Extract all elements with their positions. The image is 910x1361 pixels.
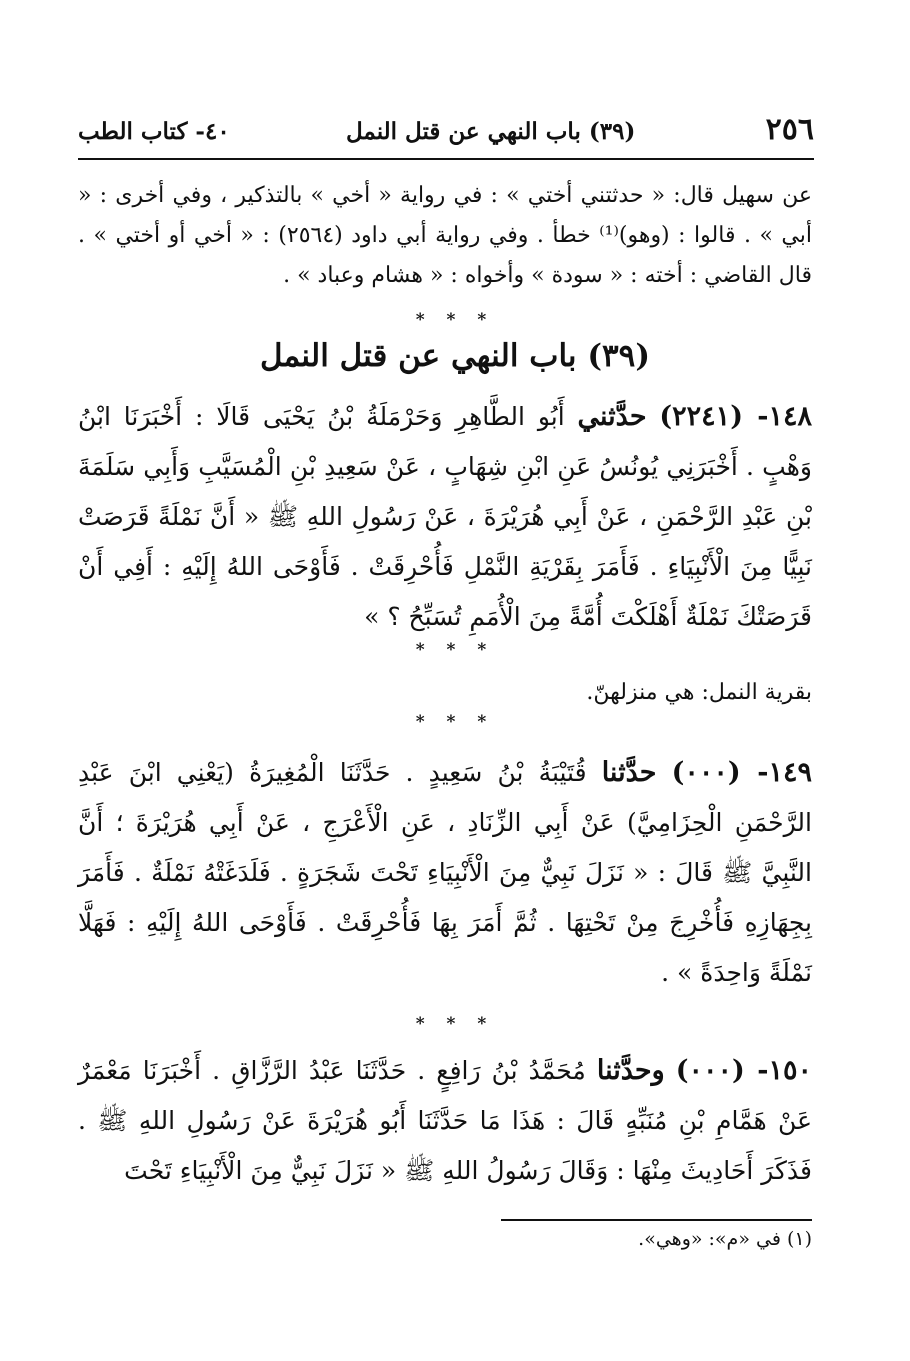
page-number: ٢٥٦ <box>765 112 814 147</box>
hadith-number: ١٥٠- (٠٠٠) <box>675 1055 812 1086</box>
hadith-number: ١٤٩- (٠٠٠) <box>671 757 812 788</box>
chapter-heading: (٣٩) باب النهي عن قتل النمل <box>260 338 650 374</box>
hadith-text: أَبُو الطَّاهِرِ وَحَرْمَلَةُ بْنُ يَحْيَى قَالَا : أَخْبَرَنَا ابْنُ وَهْبٍ . أَخْبَرَنِي يُونُسُ عَنِ ابْنِ شِهَابٍ ، عَنْ سَعِيدِ بْنِ الْمُسَيَّبِ وَأَبِي سَلَمَةَ بْنِ عَبْدِ الرَّحْمَنِ ، عَنْ أَبِي هُرَيْرَةَ ، عَنْ رَسُولِ اللهِ ﷺ « أَنَّ نَمْلَةً قَرَصَتْ نَبِيًّا مِنَ الْأَنْبِيَاءِ . فَأَمَرَ بِقَرْيَةِ النَّمْلِ فَأُحْرِقَتْ . فَأَوْحَى اللهُ إِلَيْهِ : أَفِي أَنْ قَرَصَتْكَ نَمْلَةٌ أَهْلَكْتَ أُمَّةً مِنَ الْأُمَمِ تُسَبِّحُ ؟ » <box>78 402 812 631</box>
hadith-opening: حدَّثنا <box>601 757 657 788</box>
hadith-149 <box>78 748 812 998</box>
gloss-note: بقرية النمل: هي منزلهنّ. <box>586 680 812 705</box>
hadith-number: ١٤٨- (٢٢٤١) <box>659 401 812 432</box>
section-separator: * * * <box>415 712 495 732</box>
hadith-opening: وحدَّثنا <box>596 1055 665 1086</box>
section-separator: * * * <box>415 640 495 660</box>
footnote-rule <box>501 1219 812 1221</box>
header-rule <box>78 158 814 160</box>
running-chapter-title: (٣٩) باب النهي عن قتل النمل <box>346 118 636 145</box>
footnote: (١) في «م»: «وهي». <box>638 1228 812 1250</box>
hadith-148 <box>78 392 812 642</box>
section-separator: * * * <box>415 310 495 330</box>
hadith-150 <box>78 1046 812 1196</box>
commentary-paragraph: عن سهيل قال: « حدثتني أختي » : في رواية « أخي » بالتذكير ، وفي أخرى : « أبي » . قالوا : (وهو)⁽¹⁾ خطأ . وفي رواية أبي داود (٢٥٦٤) : « أخي أو أختي » . قال القاضي : أخته : « سودة » وأخواه : « هشام وعباد » . <box>78 183 812 288</box>
hadith-text: مُحَمَّدُ بْنُ رَافِعٍ . حَدَّثَنَا عَبْدُ الرَّزَّاقِ . أَخْبَرَنَا مَعْمَرٌ عَنْ هَمَّامِ بْنِ مُنَبِّهٍ قَالَ : هَذَا مَا حَدَّثَنَا أَبُو هُرَيْرَةَ عَنْ رَسُولِ اللهِ ﷺ . فَذَكَرَ أَحَادِيثَ مِنْهَا : وَقَالَ رَسُولُ اللهِ ﷺ « نَزَلَ نَبِيٌّ مِنَ الْأَنْبِيَاءِ تَحْتَ <box>78 1056 812 1185</box>
hadith-opening: حدَّثني <box>577 401 647 432</box>
hadith-text: قُتَيْبَةُ بْنُ سَعِيدٍ . حَدَّثَنَا الْمُغِيرَةُ (يَعْنِي ابْنَ عَبْدِ الرَّحْمَنِ الْحِزَامِيَّ) عَنْ أَبِي الزِّنَادِ ، عَنِ الْأَعْرَجِ ، عَنْ أَبِي هُرَيْرَةَ ؛ أَنَّ النَّبِيَّ ﷺ قَالَ : « نَزَلَ نَبِيٌّ مِنَ الْأَنْبِيَاءِ تَحْتَ شَجَرَةٍ . فَلَدَغَتْهُ نَمْلَةٌ . فَأَمَرَ بِجِهَازِهِ فَأُخْرِجَ مِنْ تَحْتِهَا . ثُمَّ أَمَرَ بِهَا فَأُحْرِقَتْ . فَأَوْحَى اللهُ إِلَيْهِ : فَهَلَّا نَمْلَةً وَاحِدَةً » . <box>78 758 812 987</box>
section-separator: * * * <box>415 1014 495 1034</box>
running-book-title: ٤٠- كتاب الطب <box>78 118 230 145</box>
running-head <box>78 112 814 156</box>
